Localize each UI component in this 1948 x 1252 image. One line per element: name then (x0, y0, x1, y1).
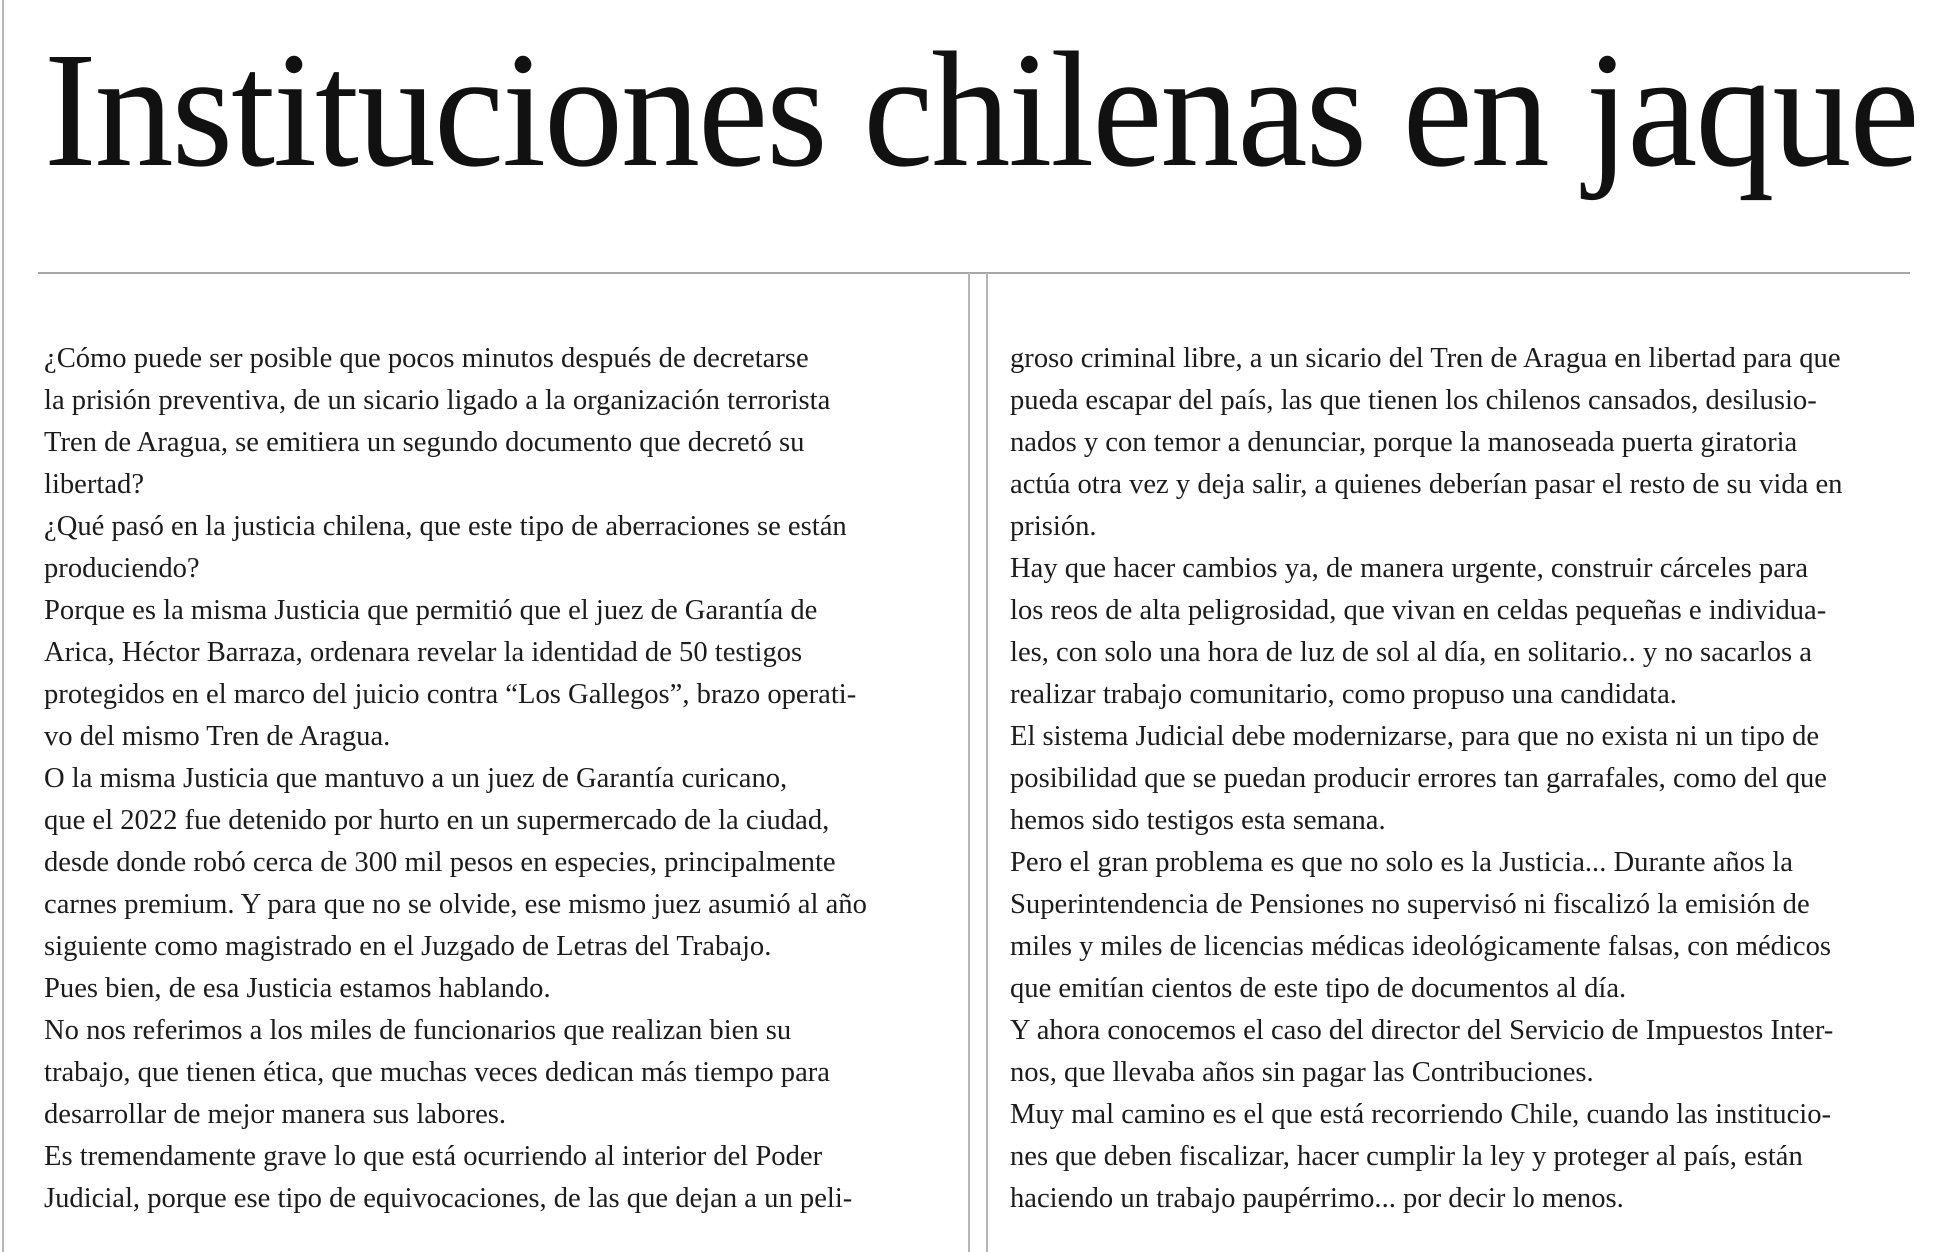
article-text-line: prisión. (1010, 511, 1097, 542)
article-text-line: nos, que llevaba años sin pagar las Contribuciones. (1010, 1057, 1594, 1088)
column-divider (968, 273, 988, 1252)
article-text-line: nes que deben fiscalizar, hacer cumplir la ley y proteger al país, están (1010, 1141, 1803, 1172)
article-text-line: protegidos en el marco del juicio contra “Los Gallegos”, brazo operati- (44, 679, 857, 710)
article-text-line: Judicial, porque ese tipo de equivocaciones, de las que dejan a un peli- (44, 1183, 853, 1214)
article-text-line: que el 2022 fue detenido por hurto en un supermercado de la ciudad, (44, 805, 830, 836)
article-text-line: pueda escapar del país, las que tienen los chilenos cansados, desilusio- (1010, 385, 1817, 416)
article-text-line: actúa otra vez y deja salir, a quienes deberían pasar el resto de su vida en (1010, 469, 1843, 500)
article-text-line: O la misma Justicia que mantuvo a un juez de Garantía curicano, (44, 763, 788, 794)
article-text-line: que emitían cientos de este tipo de documentos al día. (1010, 973, 1627, 1004)
article-text-line: libertad? (44, 469, 145, 500)
article-text-line: hemos sido testigos esta semana. (1010, 805, 1386, 836)
article-text-line: Porque es la misma Justicia que permitió que el juez de Garantía de (44, 595, 818, 626)
article-text-line: Hay que hacer cambios ya, de manera urgente, construir cárceles para (1010, 553, 1809, 584)
article-text-line: Superintendencia de Pensiones no supervisó ni fiscalizó la emisión de (1010, 889, 1810, 920)
article-text-line: les, con solo una hora de luz de sol al día, en solitario.. y no sacarlos a (1010, 637, 1812, 668)
article-text-line: groso criminal libre, a un sicario del Tren de Aragua en libertad para que (1010, 343, 1841, 374)
article-text-line: trabajo, que tienen ética, que muchas veces dedican más tiempo para (44, 1057, 830, 1088)
article-text-line: carnes premium. Y para que no se olvide, ese mismo juez asumió al año (44, 889, 867, 920)
article-text-line: los reos de alta peligrosidad, que vivan en celdas pequeñas e individua- (1010, 595, 1827, 626)
article-text-line: vo del mismo Tren de Aragua. (44, 721, 391, 752)
article-text-line: El sistema Judicial debe modernizarse, para que no exista ni un tipo de (1010, 721, 1820, 752)
page-edge-line (2, 0, 4, 1252)
article-headline: Instituciones chilenas en jaque (44, 18, 1918, 201)
article-text-line: haciendo un trabajo paupérrimo... por decir lo menos. (1010, 1183, 1624, 1214)
article-text-line: miles y miles de licencias médicas ideológicamente falsas, con médicos (1010, 931, 1832, 962)
article-text-line: Pues bien, de esa Justicia estamos hablando. (44, 973, 551, 1004)
article-text-line: Y ahora conocemos el caso del director del Servicio de Impuestos Inter- (1010, 1015, 1834, 1046)
article-text-line: nados y con temor a denunciar, porque la manoseada puerta giratoria (1010, 427, 1798, 458)
article-text-line: ¿Qué pasó en la justicia chilena, que este tipo de aberraciones se están (44, 511, 847, 542)
article-text-line: Pero el gran problema es que no solo es la Justicia... Durante años la (1010, 847, 1793, 878)
article-text-line: No nos referimos a los miles de funcionarios que realizan bien su (44, 1015, 792, 1046)
article-text-line: Muy mal camino es el que está recorriendo Chile, cuando las institucio- (1010, 1099, 1832, 1130)
article-text-line: posibilidad que se puedan producir errores tan garrafales, como del que (1010, 763, 1828, 794)
article-text-line: Tren de Aragua, se emitiera un segundo documento que decretó su (44, 427, 805, 458)
article-text-line: ¿Cómo puede ser posible que pocos minutos después de decretarse (44, 343, 809, 374)
article-text-line: desarrollar de mejor manera sus labores. (44, 1099, 507, 1130)
article-text-line: realizar trabajo comunitario, como propuso una candidata. (1010, 679, 1677, 710)
article-column-right (1010, 338, 1910, 1220)
article-text-line: siguiente como magistrado en el Juzgado de Letras del Trabajo. (44, 931, 772, 962)
article-text-line: desde donde robó cerca de 300 mil pesos en especies, principalmente (44, 847, 836, 878)
article-text-line: Es tremendamente grave lo que está ocurriendo al interior del Poder (44, 1141, 823, 1172)
article-text-line: la prisión preventiva, de un sicario ligado a la organización terrorista (44, 385, 831, 416)
article-text-line: produciendo? (44, 553, 200, 584)
article-column-left (44, 338, 944, 1220)
article-text-line: Arica, Héctor Barraza, ordenara revelar la identidad de 50 testigos (44, 637, 803, 668)
